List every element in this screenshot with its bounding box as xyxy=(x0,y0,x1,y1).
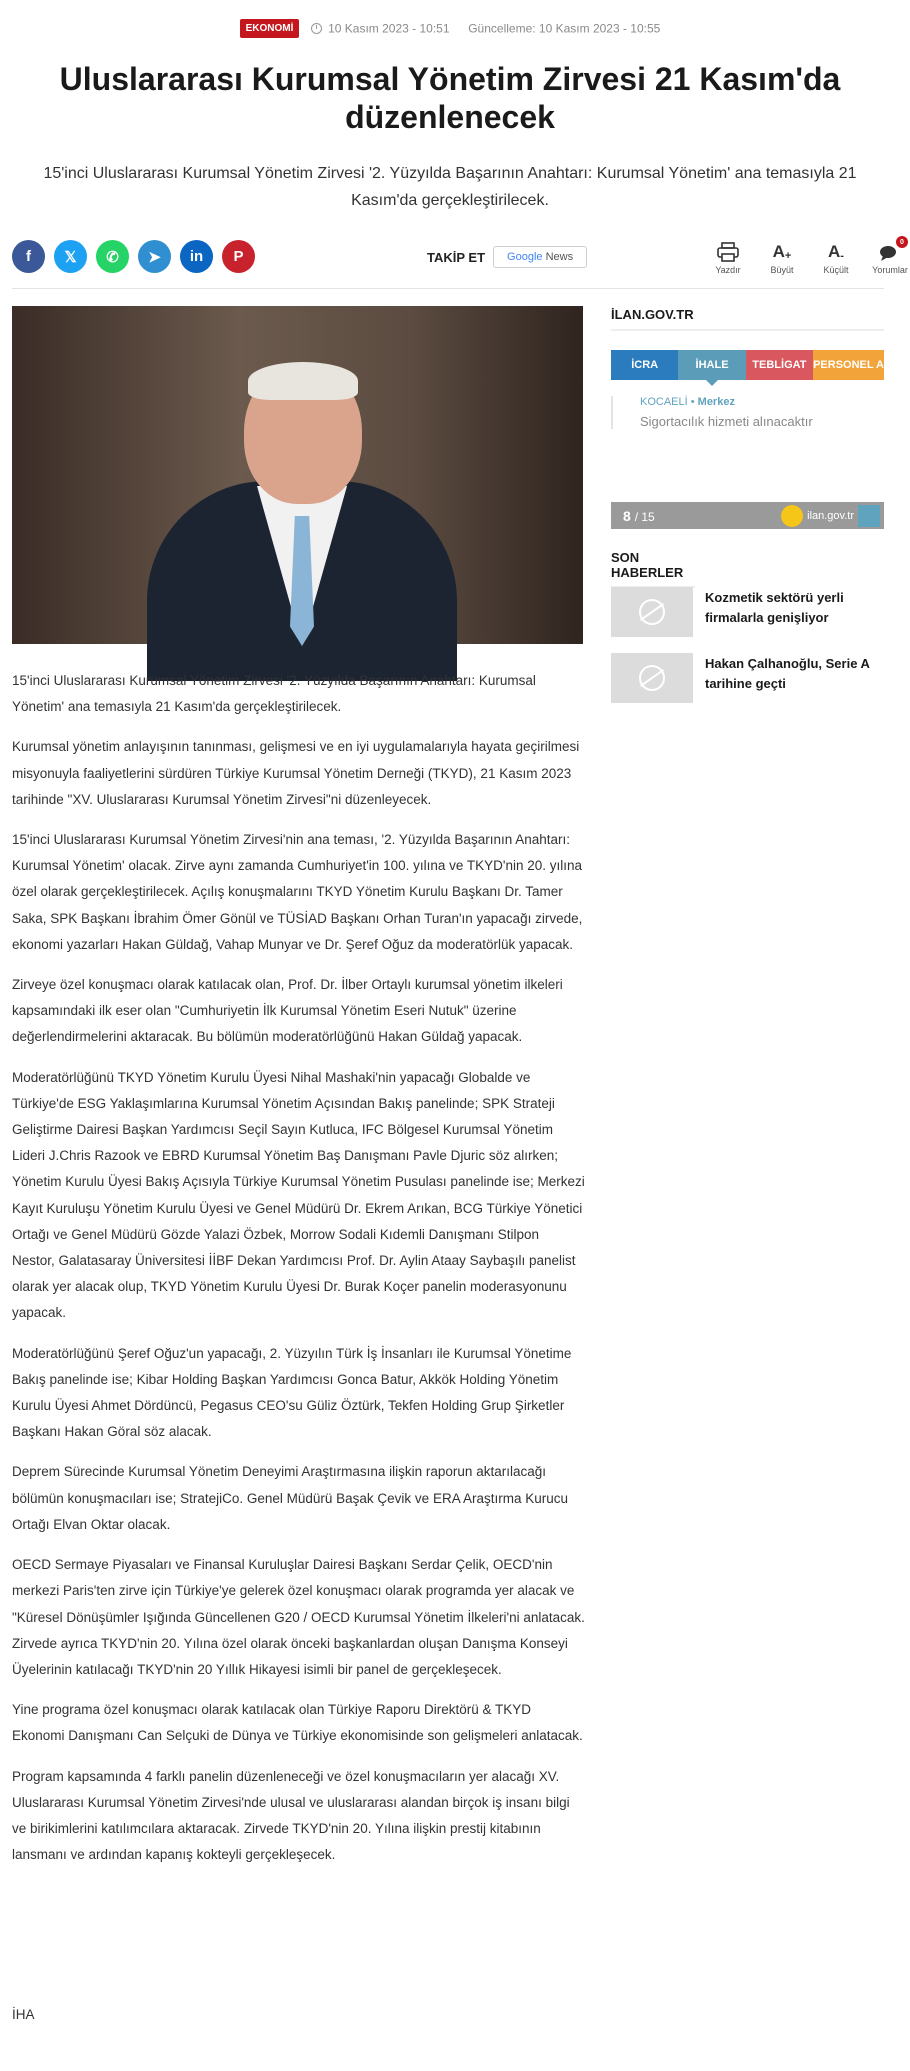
article-paragraph: Zirveye özel konuşmacı olarak katılacak olan, Prof. Dr. İlber Ortaylı kurumsal yönetim ilkeleri kapsamındaki ilk eser olan "Cumhuriyetin İlk Kurumsal Yönetim Eseri Nutuk" üzerine değerlendirmelerini aktaracak. Bu bölümün moderatörlüğünü Hakan Güldağ yapacak. xyxy=(12,977,563,1045)
ilan-logo-text: ilan.gov.tr xyxy=(807,509,854,522)
article-source: İHA xyxy=(12,2007,35,2022)
print-button[interactable] xyxy=(708,236,748,275)
font-decrease-icon: A - xyxy=(828,242,844,262)
shrink-label: Küçült xyxy=(823,265,849,275)
font-increase-icon: A + xyxy=(772,242,792,262)
ilan-city: KOCAELİ xyxy=(640,396,688,408)
google-news-button[interactable] xyxy=(493,246,587,268)
ilan-page-indicator xyxy=(623,508,655,524)
facebook-share-icon[interactable]: f xyxy=(12,240,45,273)
ilan-pager xyxy=(611,502,884,529)
ilan-tab-1[interactable]: İHALE xyxy=(678,350,745,380)
article-paragraph: Program kapsamında 4 farklı panelin düzenleneceği ve özel konuşmacıların yer alacağı XV. Uluslararası Kurumsal Yönetim Zirvesi'nde ulusal ve uluslararası alandan birçok iş insanı bilgi ve birikimlerini katılımcılara aktaracak. Zirvede TKYD'nin 20. Yılına ilişkin prestij kitabının lansmanı ve ardından kapanış kokteyli gerçekleşecek. xyxy=(12,1768,570,1863)
article-body xyxy=(12,668,585,1882)
article-paragraph: Moderatörlüğünü Şeref Oğuz'un yapacağı, 2. Yüzyılın Türk İş İnsanları ile Kurumsal Yönetime Bakış panelinde ise; Kibar Holding Başkan Yardımcısı Gonca Batur, Akkök Holding Yönetim Kurulu Üyesi Ahmet Dördüncü, Pegasus CEO'su Güliz Öztürk, Tekfen Holding Grup Şirketler Başkanı Hakan Göral söz alacak. xyxy=(12,1345,572,1440)
ilan-tab-2[interactable]: TEBLİGAT xyxy=(746,350,813,380)
ilan-listing[interactable] xyxy=(611,396,884,429)
follow-label: TAKİP ET xyxy=(427,249,486,265)
article-paragraph: 15'inci Uluslararası Kurumsal Yönetim Zirvesi '2. Yüzyılda Başarının Anahtarı: Kurumsal Yönetim' ana temasıyla 21 Kasım'da gerçekleştirilecek. xyxy=(12,673,536,715)
comments-count-badge: 0 xyxy=(896,236,908,248)
printer-icon xyxy=(708,236,748,262)
ilan-page-current: 8 xyxy=(623,507,631,524)
ilan-logo-icon xyxy=(781,505,803,527)
ilan-tab-0[interactable]: İCRA xyxy=(611,350,678,380)
ilan-district: Merkez xyxy=(697,396,735,408)
enlarge-font-button[interactable] xyxy=(762,236,802,275)
news-item[interactable] xyxy=(611,587,884,637)
follow-box xyxy=(427,246,587,268)
google-news-label: News xyxy=(545,251,574,263)
pinterest-share-icon[interactable]: P xyxy=(222,240,255,273)
google-label: Google xyxy=(507,251,543,263)
no-image-icon xyxy=(639,599,665,625)
news-title[interactable]: Hakan Çalhanoğlu, Serie A tarihine geçti xyxy=(705,656,870,691)
header-divider xyxy=(12,288,884,289)
ilan-page-total: / 15 xyxy=(634,509,655,524)
article-spot: 15'inci Uluslararası Kurumsal Yönetim Zirvesi '2. Yüzyılda Başarının Anahtarı: Kurumsal Yönetim' ana temasıyla 21 Kasım'da gerçekleştirilecek. xyxy=(43,165,857,209)
article-paragraph: Deprem Sürecinde Kurumsal Yönetim Deneyimi Araştırmasına ilişkin raporun aktarılacağı bölümün konuşmacıları ise; StratejiCo. Genel Müdürü Başak Çevik ve ERA Araştırma Kurucu Ortağı Elvan Oktar olacak. xyxy=(12,1464,568,1532)
article-paragraph: OECD Sermaye Piyasaları ve Finansal Kuruluşlar Dairesi Başkanı Serdar Çelik, OECD'nin merkezi Paris'ten zirve için Türkiye'ye gelerek özel konuşmacı olarak programda yer alacak ve "Küresel Dönüşümler Işığında Güncellenen G20 / OECD Kurumsal Yönetim İlkeleri'ni anlatacak. Zirvede ayrıca TKYD'nin 20. Yılına özel olarak önceki başkanlardan oluşan Danışma Konseyi Üyelerinin katılacağı TKYD'nin 20 Yıllık Hikayesi isimli bir panel de gerçekleşecek. xyxy=(12,1557,585,1677)
news-thumbnail xyxy=(611,587,693,637)
ilan-tabs xyxy=(611,350,884,380)
telegram-share-icon[interactable]: ➤ xyxy=(138,240,171,273)
ilan-location: KOCAELİ • Merkez xyxy=(640,396,735,408)
comments-button[interactable] xyxy=(870,236,910,275)
news-title[interactable]: Kozmetik sektörü yerli firmalarla genişliyor xyxy=(705,590,844,625)
article-tools xyxy=(708,236,910,275)
published-date: 10 Kasım 2023 - 10:51 xyxy=(328,21,450,36)
news-thumbnail xyxy=(611,653,693,703)
share-bar xyxy=(12,240,255,273)
ilan-tab-3[interactable]: PERSONEL A xyxy=(813,350,884,380)
enlarge-label: Büyüt xyxy=(770,265,794,275)
article-meta xyxy=(0,19,900,38)
ilan-logo[interactable] xyxy=(781,505,880,527)
ilan-description: Sigortacılık hizmeti alınacaktır xyxy=(640,414,813,429)
son-haberler-title: SON HABERLER xyxy=(611,550,695,588)
ilan-badge-icon xyxy=(858,505,880,527)
article-paragraph: Moderatörlüğünü TKYD Yönetim Kurulu Üyesi Nihal Mashaki'nin yapacağı Globalde ve Türkiye'de ESG Yaklaşımlarına Kurumsal Yönetim Açısından Bakış panelinde; SPK Strateji Geliştirme Dairesi Başkan Yardımcısı Seçil Sayın Kutluca, IFC Bölgesel Kurumsal Yönetim Lideri J.Chris Razook ve EBRD Kurumsal Yönetim Baş Danışmanı Pavle Djuric söz alırken; Yönetim Kurulu Üyesi Bakış Açısıyla Türkiye Kurumsal Yönetim Pusulası panelinde ise; Merkezi Kayıt Kuruluşu Yönetim Kurulu Üyesi ve Genel Müdürü Dr. Ekrem Arıkan, BCG Türkiye Yönetici Ortağı ve Genel Müdürü Gözde Yalazi Özbek, Morrow Sodali Kıdemli Danışmanı Stilpon Nestor, Galatasaray Üniversitesi İİBF Dekan Yardımcısı Prof. Dr. Aylin Ataay Saybaşılı panelist olarak yer alacak olup, TKYD Yönetim Kurulu Üyesi Dr. Burak Koçer panelin moderasyonunu yapacak. xyxy=(12,1069,585,1321)
print-label: Yazdır xyxy=(715,265,741,275)
clock-icon xyxy=(311,23,322,34)
article-paragraph: 15'inci Uluslararası Kurumsal Yönetim Zirvesi'nin ana teması, '2. Yüzyılda Başarının Anahtarı: Kurumsal Yönetim' olacak. Zirve aynı zamanda Cumhuriyet'in 100. yılına ve TKYD'nin 20. yılına özel olarak gerçekleştirilecek. Açılış konuşmalarını TKYD Yönetim Kurulu Başkanı Dr. Tamer Saka, SPK Başkanı İbrahim Ömer Gönül ve TÜSİAD Başkanı Orhan Turan'ın yapacağı zirvede, ekonomi yazarları Hakan Güldağ, Vahap Munyar ve Dr. Şeref Oğuz da moderatörlük yapacak. xyxy=(12,832,583,952)
whatsapp-share-icon[interactable]: ✆ xyxy=(96,240,129,273)
no-image-icon xyxy=(639,665,665,691)
ilan-widget-title[interactable]: İLAN.GOV.TR xyxy=(611,307,884,331)
updated-date: Güncelleme: 10 Kasım 2023 - 10:55 xyxy=(468,21,661,36)
article-paragraph: Yine programa özel konuşmacı olarak katılacak olan Türkiye Raporu Direktörü & TKYD Ekonomi Danışmanı Can Selçuki de Dünya ve Türkiye ekonomisinde son gelişmeleri anlatacak. xyxy=(12,1702,583,1744)
category-badge[interactable]: EKONOMİ xyxy=(240,19,300,38)
x-twitter-share-icon[interactable]: 𝕏 xyxy=(54,240,87,273)
comments-icon xyxy=(870,236,910,262)
article-title: Uluslararası Kurumsal Yönetim Zirvesi 21 Kasım'da düzenlenecek xyxy=(59,61,841,135)
linkedin-share-icon[interactable]: in xyxy=(180,240,213,273)
article-photo xyxy=(12,306,583,644)
shrink-font-button[interactable] xyxy=(816,236,856,275)
comments-label: Yorumlar xyxy=(872,265,908,275)
news-item[interactable] xyxy=(611,653,884,703)
article-paragraph: Kurumsal yönetim anlayışının tanınması, gelişmesi ve en iyi uygulamalarıyla hayata geçirilmesi misyonuyla faaliyetlerini sürdüren Türkiye Kurumsal Yönetim Derneği (TKYD), 21 Kasım 2023 tarihinde "XV. Uluslararası Kurumsal Yönetim Zirvesi"ni düzenleyecek. xyxy=(12,739,580,807)
